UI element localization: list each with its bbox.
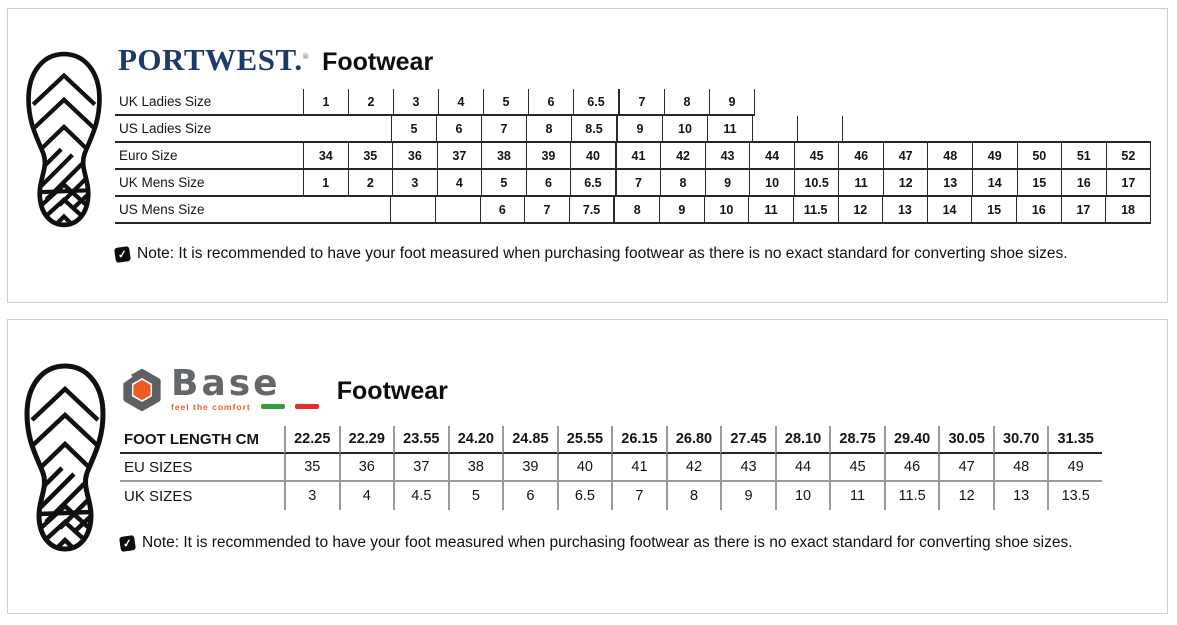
table-cell: 37 — [437, 143, 482, 170]
table-cell: 7 — [618, 89, 664, 116]
table-cell — [931, 116, 975, 143]
table-cell: 26.80 — [666, 426, 721, 454]
table-cell — [303, 116, 347, 143]
table-cell: 7 — [524, 197, 569, 224]
table-cell: 5 — [391, 116, 436, 143]
table-cell: 41 — [611, 454, 666, 482]
footprint-icon — [20, 362, 110, 552]
table-cell: 40 — [557, 454, 612, 482]
table-cell: 38 — [448, 454, 503, 482]
table-cell: 9 — [720, 482, 775, 510]
table-cell — [435, 197, 480, 224]
table-cell: 51 — [1061, 143, 1106, 170]
table-cell: 11 — [829, 482, 884, 510]
portwest-logo — [118, 42, 309, 78]
table-cell: 7.5 — [569, 197, 614, 224]
table-cell: 10 — [662, 116, 707, 143]
table-cell: 48 — [993, 454, 1048, 482]
table-cell — [1107, 89, 1151, 116]
brand-dot: . — [294, 42, 303, 77]
table-row — [120, 482, 1102, 510]
table-cell: 5 — [481, 170, 526, 197]
table-cell: 6.5 — [573, 89, 618, 116]
table-cell: 16 — [1061, 170, 1106, 197]
table-cell: 30.70 — [993, 426, 1048, 454]
table-cell: 7 — [611, 482, 666, 510]
table-cell: 11.5 — [793, 197, 838, 224]
table-row — [115, 89, 1151, 116]
table-cell: 8 — [613, 197, 659, 224]
portwest-panel — [7, 8, 1168, 303]
table-cell: 15 — [971, 197, 1016, 224]
table-cell: 17 — [1106, 170, 1152, 197]
table-cell: 2 — [348, 170, 393, 197]
table-cell: 26.15 — [611, 426, 666, 454]
table-cell: 4.5 — [393, 482, 448, 510]
row-label: UK SIZES — [124, 487, 193, 505]
table-cell: 27.45 — [720, 426, 775, 454]
check-icon: ✓ — [119, 535, 136, 552]
table-cell: 3 — [392, 170, 437, 197]
table-cell: 10 — [704, 197, 749, 224]
table-cell: 46 — [884, 454, 939, 482]
row-label: UK Mens Size — [115, 170, 303, 197]
table-cell: 28.10 — [775, 426, 830, 454]
table-row — [115, 143, 1151, 170]
table-cell: 31.35 — [1047, 426, 1102, 454]
table-cell: 9 — [709, 89, 755, 116]
table-cell: 6 — [528, 89, 573, 116]
row-label: EU SIZES — [120, 454, 284, 482]
table-cell: 42 — [660, 143, 705, 170]
table-cell: 29.40 — [884, 426, 939, 454]
table-cell: 4 — [437, 170, 482, 197]
base-note — [120, 534, 1073, 552]
table-cell — [1063, 116, 1107, 143]
table-cell: 13 — [882, 197, 927, 224]
portwest-size-table — [115, 89, 1151, 224]
section-title: Footwear — [322, 48, 434, 76]
table-cell: 3 — [284, 482, 339, 510]
table-cell: 9 — [616, 116, 662, 143]
table-cell: 46 — [838, 143, 883, 170]
table-cell: 15 — [1017, 170, 1062, 197]
table-cell: 12 — [883, 170, 928, 197]
section-title: Footwear — [336, 376, 448, 405]
table-cell — [799, 89, 843, 116]
table-cell: 16 — [1016, 197, 1061, 224]
table-cell: 12 — [938, 482, 993, 510]
table-cell: 44 — [749, 143, 794, 170]
table-cell — [1063, 89, 1107, 116]
table-cell: 6 — [502, 482, 557, 510]
table-cell: 22.25 — [284, 426, 339, 454]
table-cell: 11 — [707, 116, 752, 143]
table-cell — [931, 89, 975, 116]
table-cell — [303, 197, 347, 224]
check-icon: ✓ — [114, 246, 131, 263]
table-cell — [887, 89, 931, 116]
table-cell: 7 — [615, 170, 661, 197]
table-cell: 4 — [339, 482, 394, 510]
table-cell — [797, 116, 843, 143]
table-cell: 14 — [927, 197, 972, 224]
table-cell: 11 — [838, 170, 883, 197]
table-cell: 8 — [526, 116, 571, 143]
table-cell: 23.55 — [393, 426, 448, 454]
row-label: UK Ladies Size — [115, 89, 303, 116]
registered-mark: ® — [302, 51, 310, 61]
table-cell: 39 — [502, 454, 557, 482]
table-cell: 8.5 — [571, 116, 616, 143]
table-cell: 2 — [348, 89, 393, 116]
table-cell — [887, 116, 931, 143]
row-label: FOOT LENGTH CM — [120, 426, 284, 454]
brand-text: Base — [171, 362, 281, 404]
table-cell: 36 — [392, 143, 437, 170]
table-cell — [843, 89, 887, 116]
table-cell: 6.5 — [570, 170, 615, 197]
table-cell: 11 — [748, 197, 793, 224]
table-cell — [752, 116, 797, 143]
table-cell: 45 — [829, 454, 884, 482]
table-cell: 10 — [775, 482, 830, 510]
table-cell: 47 — [883, 143, 928, 170]
table-cell: 47 — [938, 454, 993, 482]
red-flag-bar — [295, 404, 319, 409]
table-row — [115, 197, 1151, 224]
table-cell: 3 — [393, 89, 438, 116]
table-cell — [755, 89, 799, 116]
table-row — [120, 426, 1102, 454]
base-size-table — [120, 426, 1102, 510]
table-cell: 1 — [303, 89, 348, 116]
table-cell — [975, 89, 1019, 116]
table-cell: 52 — [1106, 143, 1152, 170]
table-cell: 34 — [303, 143, 348, 170]
table-cell: 10 — [749, 170, 794, 197]
table-cell: 49 — [1047, 454, 1102, 482]
table-cell: 9 — [705, 170, 750, 197]
table-cell — [390, 197, 435, 224]
base-panel — [7, 319, 1168, 614]
base-wordmark — [171, 362, 319, 412]
table-cell: 28.75 — [829, 426, 884, 454]
base-header — [120, 362, 448, 412]
table-cell: 6.5 — [557, 482, 612, 510]
table-cell — [1019, 116, 1063, 143]
brand-text: PORTWEST — [118, 42, 295, 77]
table-cell: 22.29 — [339, 426, 394, 454]
table-cell: 7 — [481, 116, 526, 143]
portwest-header — [118, 42, 433, 78]
table-cell — [975, 116, 1019, 143]
table-cell: 25.55 — [557, 426, 612, 454]
table-row — [115, 116, 1151, 143]
table-cell — [1107, 116, 1151, 143]
table-cell: 41 — [615, 143, 661, 170]
table-cell: 43 — [720, 454, 775, 482]
table-cell: 1 — [303, 170, 348, 197]
table-cell: 45 — [794, 143, 839, 170]
table-cell: 37 — [393, 454, 448, 482]
table-cell: 8 — [666, 482, 721, 510]
table-cell: 24.20 — [448, 426, 503, 454]
table-cell: 10.5 — [794, 170, 839, 197]
table-row — [115, 170, 1151, 197]
table-cell — [843, 116, 887, 143]
table-cell: 5 — [483, 89, 528, 116]
table-cell: 42 — [666, 454, 721, 482]
table-cell: 39 — [526, 143, 571, 170]
table-cell: 6 — [480, 197, 525, 224]
table-cell: 5 — [448, 482, 503, 510]
table-cell: 11.5 — [884, 482, 939, 510]
table-cell: 13 — [993, 482, 1048, 510]
table-cell: 40 — [570, 143, 615, 170]
table-cell: 43 — [705, 143, 750, 170]
table-cell: 6 — [526, 170, 571, 197]
base-logo-icon — [120, 368, 164, 412]
table-cell: 49 — [972, 143, 1017, 170]
green-flag-bar — [261, 404, 285, 409]
table-cell: 9 — [659, 197, 704, 224]
row-label: US Ladies Size — [115, 116, 303, 143]
table-cell: 36 — [339, 454, 394, 482]
table-cell: 48 — [927, 143, 972, 170]
table-row — [120, 454, 1102, 482]
note-text: Note: It is recommended to have your foot measured when purchasing footwear as there is no exact standard for converting shoe sizes. — [137, 245, 1068, 262]
table-cell — [1019, 89, 1063, 116]
table-cell — [347, 116, 391, 143]
table-cell: 24.85 — [502, 426, 557, 454]
table-cell: 14 — [972, 170, 1017, 197]
table-cell — [347, 197, 391, 224]
table-cell: 50 — [1017, 143, 1062, 170]
table-cell: 8 — [664, 89, 709, 116]
table-cell: 38 — [481, 143, 526, 170]
table-cell: 44 — [775, 454, 830, 482]
table-cell: 8 — [660, 170, 705, 197]
table-cell: 13 — [927, 170, 972, 197]
footprint-icon — [22, 41, 106, 237]
table-cell: 13.5 — [1047, 482, 1102, 510]
portwest-note — [115, 245, 1068, 263]
table-cell: 35 — [348, 143, 393, 170]
table-cell: 17 — [1061, 197, 1106, 224]
tagline-text: feel the comfort — [171, 401, 251, 412]
row-label: US Mens Size — [115, 197, 303, 224]
base-tagline-row — [171, 402, 319, 412]
table-cell: 6 — [436, 116, 481, 143]
table-cell: 18 — [1105, 197, 1151, 224]
table-cell: 35 — [284, 454, 339, 482]
table-cell: 4 — [438, 89, 483, 116]
table-cell: 30.05 — [938, 426, 993, 454]
row-label: Euro Size — [115, 143, 303, 170]
table-cell: 12 — [838, 197, 883, 224]
note-text: Note: It is recommended to have your foot measured when purchasing footwear as there is no exact standard for converting shoe sizes. — [142, 534, 1073, 551]
